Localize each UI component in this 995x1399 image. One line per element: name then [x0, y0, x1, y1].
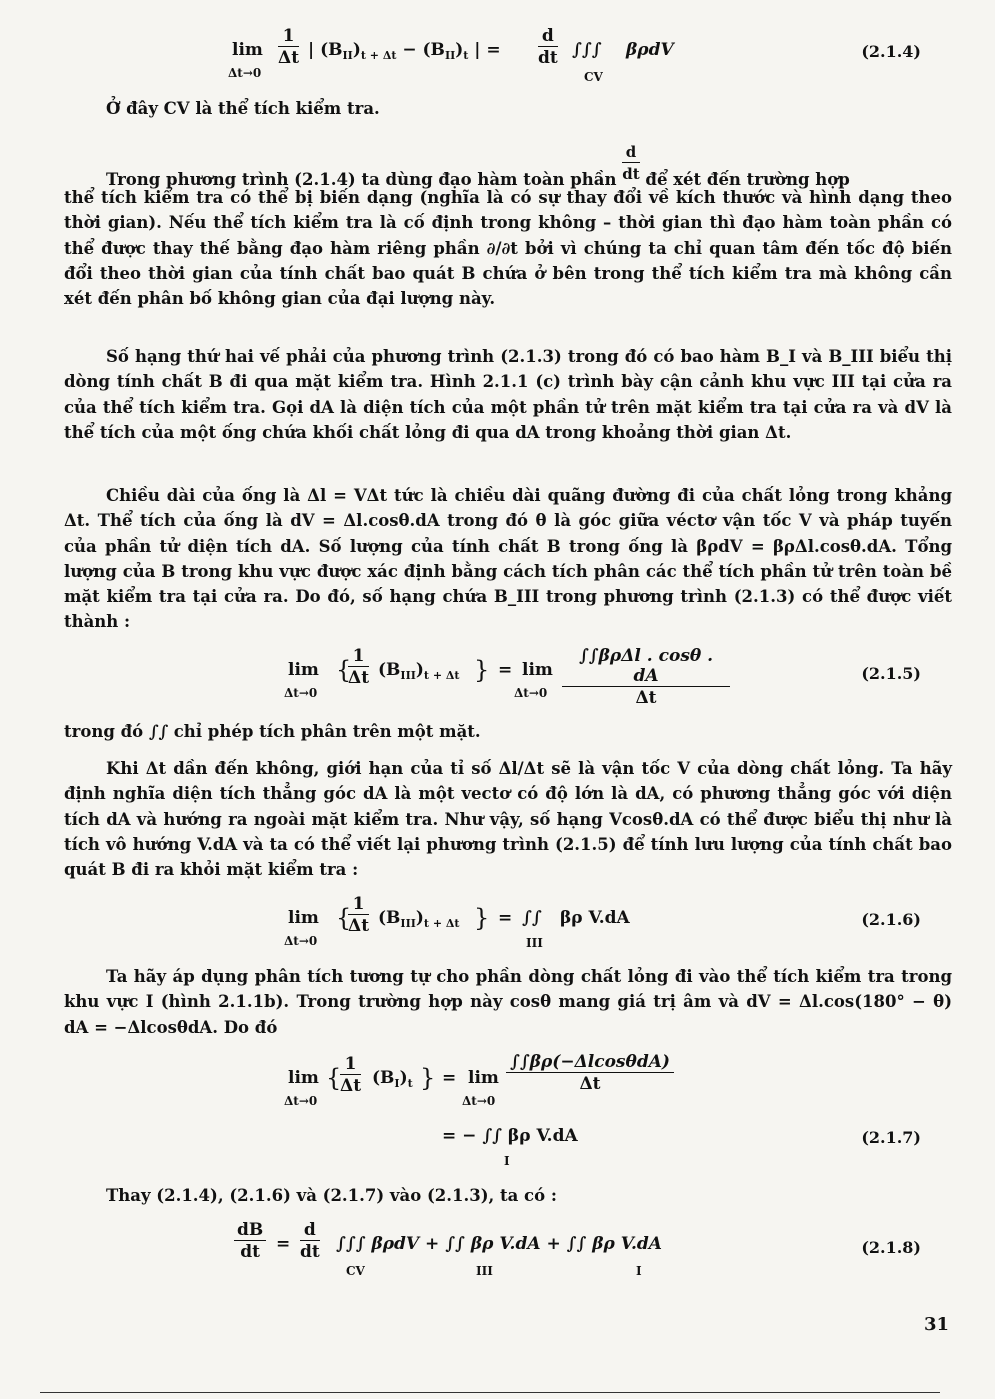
lim-subscript: Δt→0	[284, 934, 318, 948]
fraction-1-over-dt: $\frac{1}{\Delta t}$	[348, 894, 370, 936]
paragraph-text: Trong phương trình (2.1.4) ta dùng đạo hàm toàn phần	[106, 170, 617, 189]
subscript-i: I	[636, 1264, 642, 1278]
equation-second-line: = − ∫∫ βρ V.dA	[442, 1126, 578, 1146]
equals-sign: =	[498, 660, 513, 680]
right-brace: }	[474, 904, 490, 932]
paragraph-inlet-analysis: Ta hãy áp dụng phân tích tương tự cho phần dòng chất lỏng đi vào thể tích kiểm tra trong khu vực I (hình 2.1.1b). Trong trường hợp này cosθ mang giá trị âm và dV = Δl.cos(180° − θ) dA = −ΔlcosθdA. Do đó	[64, 967, 952, 1037]
fraction-d-dt: $\frac{d}{dt}$	[300, 1220, 320, 1262]
page-number: 31	[923, 1314, 949, 1335]
integrand: βρ V.dA	[560, 908, 630, 928]
fraction-1-over-dt: $\frac{1}{\Delta t}$	[348, 646, 370, 688]
fraction-1-over-dt: $\frac{1}{\Delta t}$	[278, 26, 300, 68]
integral-subscript: CV	[584, 70, 603, 84]
fraction-integral-over-dt: ∫∫βρΔl . cosθ . dA Δt	[562, 646, 730, 709]
paragraph-text: để xét đến trường hợp	[645, 170, 850, 189]
equation-number: (2.1.8)	[861, 1238, 921, 1257]
lim-subscript: Δt→0	[284, 686, 318, 700]
equation-number: (2.1.7)	[861, 1128, 921, 1147]
equation-2-1-7	[0, 1046, 995, 1168]
equals-sign: =	[498, 908, 513, 928]
fraction-d-over-dt: $\frac{d}{dt}$	[538, 26, 558, 68]
equals-sign: =	[442, 1068, 457, 1088]
paragraph-total-derivative: thể tích kiểm tra có thể bị biến dạng (nghĩa là có sự thay đổi về kích thước và hình dạng theo thời gian). Nếu thể tích kiểm tra là cố định trong không – thời gian thì đạo hàm toàn phần có thể được thay thế bằng đạo hàm riêng phần ∂/∂t bởi vì chúng ta chỉ quan tâm đến tốc độ biến đổi theo thời gian của tính chất bao quát B chứa ở bên trong thể tích kiểm tra mà không cần xét đến phân bố không gian của đại lượng này.	[64, 188, 952, 309]
equation-2-1-8	[0, 1220, 995, 1278]
paragraph-cv-definition: Ở đây CV là thể tích kiểm tra.	[106, 99, 380, 118]
integral-subscript: III	[526, 936, 543, 950]
lim-operator: lim	[288, 660, 319, 680]
inline-fraction-d-dt: $\frac{d}{dt}$	[622, 143, 640, 183]
left-brace: {	[336, 656, 352, 684]
double-integral: ∫∫	[522, 908, 542, 928]
triple-integral: ∫∫∫	[572, 40, 602, 60]
lim-subscript: Δt→0	[284, 1094, 318, 1108]
left-brace: {	[326, 1064, 342, 1092]
paragraph-substitution: Thay (2.1.4), (2.1.6) và (2.1.7) vào (2.1.3), ta có :	[106, 1186, 557, 1205]
equation-2-1-6	[0, 894, 995, 950]
fraction-db-dt: $\frac{dB}{dt}$	[234, 1220, 266, 1263]
integral-sum: ∫∫∫ βρdV + ∫∫ βρ V.dA + ∫∫ βρ V.dA	[336, 1234, 662, 1254]
lim-subscript: Δt→0	[462, 1094, 496, 1108]
equation-2-1-4	[0, 26, 995, 84]
subscript-cv: CV	[346, 1264, 365, 1278]
paragraph-velocity-limit: Khi Δt dần đến không, giới hạn của tỉ số Δl/Δt sẽ là vận tốc V của dòng chất lỏng. Ta hãy định nghĩa diện tích thẳng góc dA là một vectơ có độ lớn là dA, có phương thẳng góc với diện tích dA và hướng ra ngoài mặt kiểm tra. Như vậy, số hạng Vcosθ.dA có thể được biểu thị như là tích vô hướng V.dA và ta có thể viết lại phương trình (2.1.5) để tính lưu lượng của tính chất bao quát B đi ra khỏi mặt kiểm tra :	[64, 759, 952, 880]
lim-operator: lim	[232, 40, 263, 60]
equation-2-1-5	[0, 646, 995, 708]
paragraph-second-term: Số hạng thứ hai vế phải của phương trình (2.1.3) trong đó có bao hàm B_I và B_III biểu thị dòng tính chất B đi qua mặt kiểm tra. Hình 2.1.1 (c) trình bày cận cảnh khu vực III tại cửa ra của thể tích kiểm tra. Gọi dA là diện tích của một phần tử trên mặt kiểm tra tại cửa ra và dV là thể tích của một ống chứa khối chất lỏng đi qua dA trong khoảng thời gian Δt.	[64, 347, 952, 442]
paragraph-tube-length: Chiều dài của ống là Δl = VΔt tức là chiều dài quãng đường đi của chất lỏng trong khảng Δt. Thể tích của ống là dV = Δl.cosθ.dA trong đó θ là góc giữa véctơ vận tốc V và pháp tuyến của phần tử diện tích dA. Số lượng của tính chất B trong ống là βρdV = βρΔl.cosθ.dA. Tổng lượng của B trong khu vực được xác định bằng cách tích phân các thể tích phần tử trên toàn bề mặt kiểm tra tại cửa ra. Do đó, số hạng chứa B_III trong phương trình (2.1.3) có thể được viết thành :	[64, 486, 952, 632]
b-i-term: $(B_I)_t$	[372, 1068, 413, 1090]
left-brace: {	[336, 904, 352, 932]
equals-sign: =	[276, 1234, 291, 1254]
right-brace: }	[474, 656, 490, 684]
equation-number: (2.1.4)	[861, 42, 921, 61]
difference-term: | $(B_{II})_{t + \Delta t} - (B_{II})_t$ | =	[308, 40, 501, 62]
lim-operator: lim	[288, 1068, 319, 1088]
fraction-1-over-dt: $\frac{1}{\Delta t}$	[340, 1054, 362, 1096]
paragraph-surface-integral: trong đó ∫∫ chỉ phép tích phân trên một mặt.	[64, 722, 481, 741]
b-iii-term: $(B_{III})_{t + \Delta t}$	[378, 660, 460, 682]
lim-subscript: Δt→0	[228, 66, 262, 80]
integral-subscript: I	[504, 1154, 510, 1168]
lim-operator: lim	[288, 908, 319, 928]
lim-operator: lim	[522, 660, 553, 680]
bottom-rule	[40, 1392, 940, 1393]
lim-operator: lim	[468, 1068, 499, 1088]
lim-subscript: Δt→0	[514, 686, 548, 700]
integrand: βρdV	[626, 40, 674, 60]
fraction-integral-over-dt: $\frac{\int\int\beta\rho(-\Delta lcos\theta d​A)}{\Delta t}$	[506, 1052, 674, 1095]
subscript-iii: III	[476, 1264, 493, 1278]
b-iii-term: $(B_{III})_{t + \Delta t}$	[378, 908, 460, 930]
right-brace: }	[420, 1064, 436, 1092]
equation-number: (2.1.5)	[861, 664, 921, 683]
equation-number: (2.1.6)	[861, 910, 921, 929]
